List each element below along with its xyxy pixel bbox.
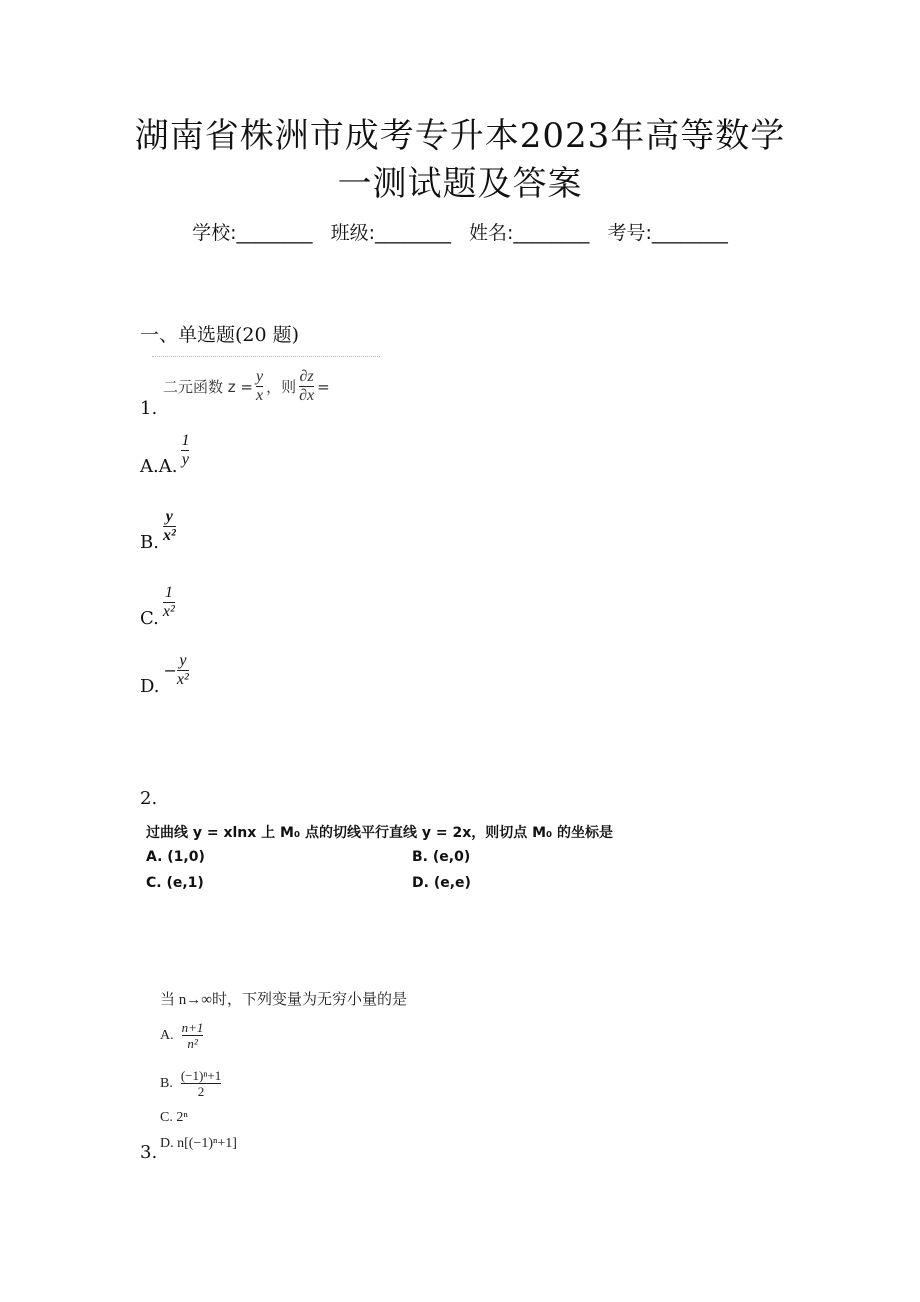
school-field: 学校:________ [192,222,313,244]
frac-numerator: 1 [181,432,190,449]
option-label: B. [160,1075,173,1091]
frac-numerator: y [165,508,173,525]
frac-numerator: n+1 [181,1020,204,1035]
q2-option-a: A. (1,0) [146,849,205,865]
option-fraction [163,508,176,545]
option-label: C. [140,608,159,629]
minus-sign: − [163,661,177,680]
option-fraction [182,1020,204,1051]
frac-numerator: ∂z [299,368,314,385]
q2-option-c: C. (e,1) [146,875,204,891]
document-title-line2: 一测试题及答案 [337,164,583,204]
divider [152,356,380,357]
q2-option-b: B. (e,0) [412,849,471,865]
q1-partial-fraction [299,368,314,405]
frac-denominator: x² [162,527,176,544]
option-expression [164,652,189,689]
section-heading: 一、单选题(20 题) [140,324,300,346]
q3-number: 3. [140,1142,158,1163]
q2-option-d: D. (e,e) [412,875,471,891]
q1-stem-end: = [317,377,330,396]
q1-option-b [140,508,176,553]
frac-denominator: n² [187,1036,198,1051]
q3-option-b [160,1068,221,1099]
q1-stem-fraction [256,368,263,405]
q1-option-a [140,432,189,477]
exam-number-field: 考号:________ [607,222,728,244]
q1-number: 1. [140,398,158,419]
student-info-fields [0,218,920,245]
option-label: A. [160,1027,174,1043]
q1-stem-mid: ，则 [266,378,297,396]
q1-option-d [140,652,189,697]
frac-numerator: y [179,652,187,669]
q3-option-a [160,1020,203,1051]
frac-denominator: x [255,387,264,404]
q3-stem: 当 n→∞时，下列变量为无穷小量的是 [160,992,407,1008]
frac-denominator: y [181,451,189,468]
name-field: 姓名:________ [469,222,590,244]
q3-option-d: D. n[(−1)ⁿ+1] [160,1136,237,1151]
q1-option-c [140,584,175,629]
class-field: 班级:________ [330,222,451,244]
option-label: A.A. [140,456,178,477]
frac-denominator: x² [176,671,189,688]
option-fraction [177,652,189,689]
q2-number: 2. [140,788,158,809]
frac-denominator: x² [162,603,175,620]
frac-numerator: 1 [164,584,173,601]
option-label: B. [140,532,159,553]
frac-numerator: (−1)ⁿ+1 [180,1068,222,1083]
q1-stem-text: 二元函数 z = [163,378,253,396]
q3-option-c: C. 2ⁿ [160,1110,188,1125]
option-fraction [181,1068,221,1099]
option-fraction [163,584,175,621]
frac-denominator: ∂x [299,387,315,404]
document-title-line1: 湖南省株洲市成考专升本2023年高等数学 [134,116,786,156]
frac-denominator: 2 [197,1084,205,1099]
q2-stem: 过曲线 y = xlnx 上 M₀ 点的切线平行直线 y = 2x，则切点 M₀ 的坐标是 [146,825,614,841]
frac-numerator: y [255,368,264,385]
option-fraction [181,432,189,469]
q1-stem [163,368,330,405]
option-label: D. [140,676,160,697]
